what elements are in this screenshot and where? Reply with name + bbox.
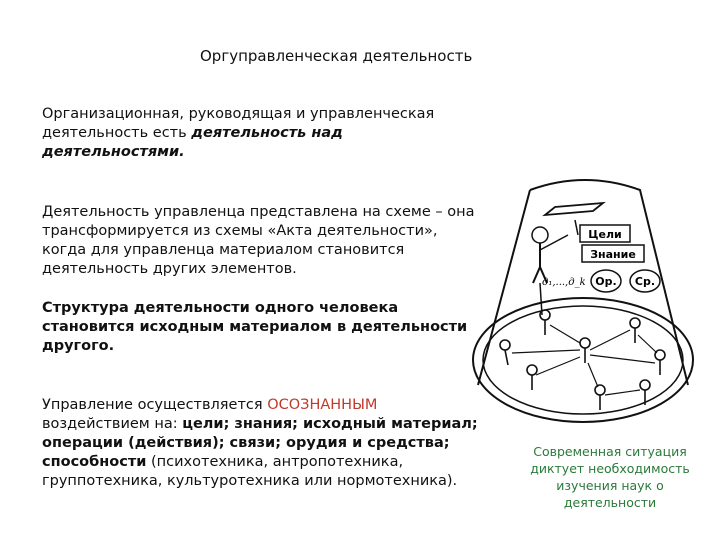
management-suffix: (психотехника, антропотехника, группотехника, культуротехника или нормотехника). xyxy=(42,454,458,489)
figure-head xyxy=(595,385,605,395)
circle-op-label: Ор. xyxy=(595,275,617,288)
paragraph-management xyxy=(42,396,482,491)
box-knowledge-label: Знание xyxy=(590,248,636,261)
paragraph-scheme: Деятельность управленца представлена на схеме – она трансформируется из схемы «Акта деятельности», когда для управленца материалом становится деятельность других элементов. xyxy=(42,204,475,277)
management-mid: воздействием на: xyxy=(42,416,183,432)
link-line xyxy=(588,363,598,387)
group-figures xyxy=(500,310,665,410)
goal-parallelogram xyxy=(545,203,603,215)
figure-head xyxy=(580,338,590,348)
figure-body xyxy=(505,350,508,365)
figure-head xyxy=(655,350,665,360)
management-diagram xyxy=(470,175,705,430)
definition-text: Организационная, руководящая и управленческая деятельность есть xyxy=(42,106,435,141)
figure-head xyxy=(527,365,537,375)
figure-head xyxy=(640,380,650,390)
label-d: д₁,...,д_k xyxy=(542,277,586,288)
link-line xyxy=(512,350,580,353)
management-highlight: ОСОЗНАННЫМ xyxy=(267,397,378,413)
link-line xyxy=(590,330,630,350)
link-line xyxy=(536,357,580,375)
link-line xyxy=(590,355,655,363)
base-ellipse-inner xyxy=(483,306,683,414)
definition-emphasis: деятельность над деятельностями. xyxy=(42,125,343,160)
link-line xyxy=(605,390,640,395)
link-line xyxy=(550,325,580,343)
link-line xyxy=(638,335,657,353)
arrow-top xyxy=(575,220,578,235)
box-goals-label: Цели xyxy=(588,228,622,241)
management-bold-list: цели; знания; исходный материал; операции (действия); связи; орудия и средства; способности xyxy=(42,416,478,470)
figure-head xyxy=(500,340,510,350)
cone-left-edge xyxy=(478,190,530,385)
management-prefix: Управление осуществляется xyxy=(42,397,268,413)
paragraph-structure: Структура деятельности одного человека становится исходным материалом в деятельности другого. xyxy=(42,300,468,354)
circle-sr-label: Ср. xyxy=(634,275,656,288)
manager-leg-left xyxy=(533,267,540,283)
paragraph-definition xyxy=(42,105,482,162)
manager-head xyxy=(532,227,548,243)
figure-head xyxy=(630,318,640,328)
page-title: Оргуправленческая деятельность xyxy=(200,47,473,65)
side-note: Современная ситуация диктует необходимость изучения наук о деятельности xyxy=(530,444,690,510)
